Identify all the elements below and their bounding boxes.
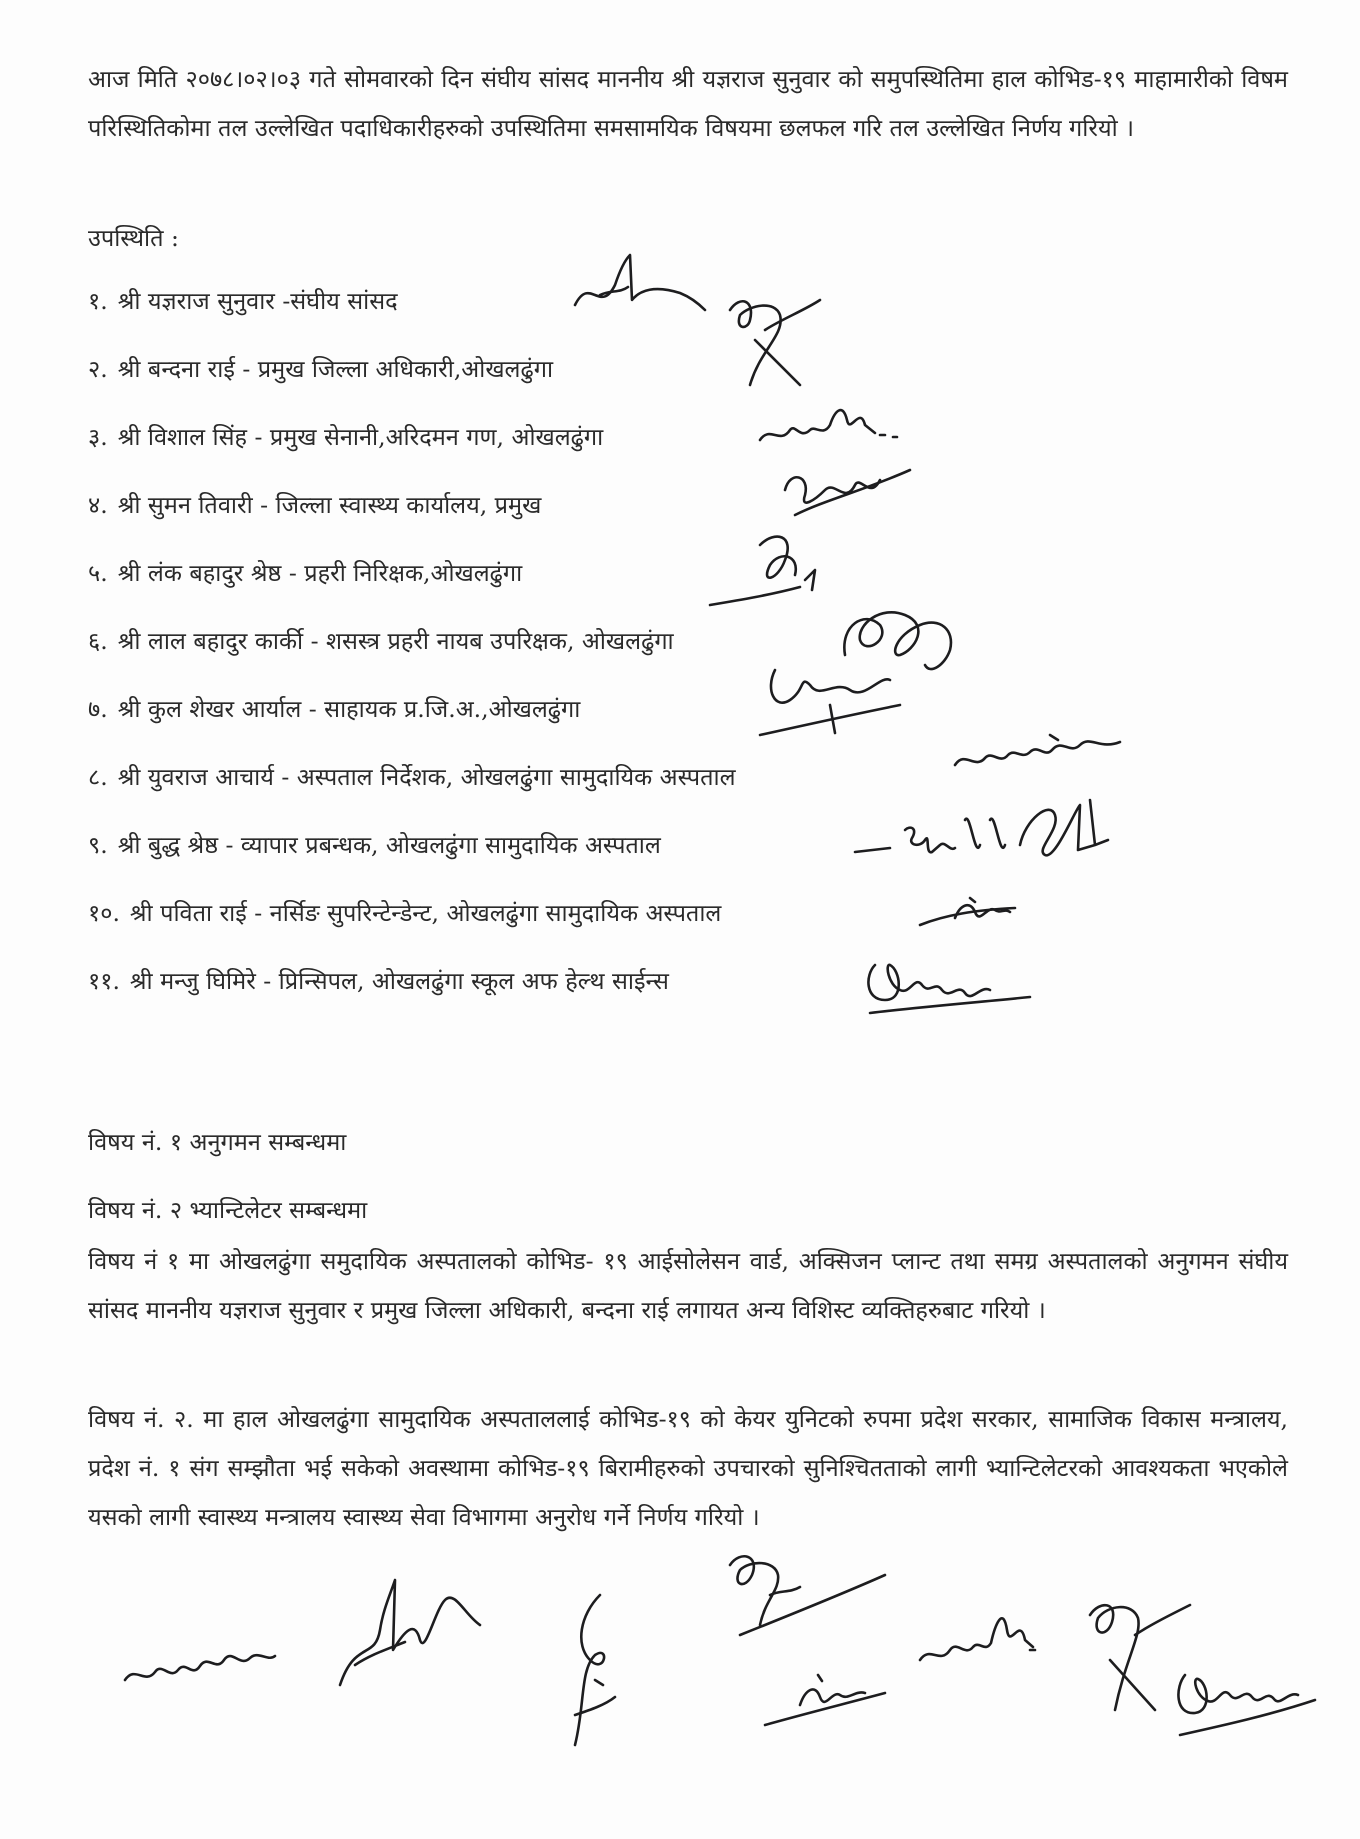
attendee-item <box>88 761 736 793</box>
signature-bottom-4 <box>720 1545 890 1655</box>
attendee-text: श्री कुल शेखर आर्याल - साहायक प्र.जि.अ.,ओखलढुंगा <box>117 695 581 723</box>
attendee-item <box>88 353 553 385</box>
intro-paragraph: आज मिति २०७८।०२।०३ गते सोमवारको दिन संघीय सांसद माननीय श्री यज्ञराज सुनुवार को समुपस्थितिमा हाल कोभिड-१९ माहामारीको विषम परिस्थितिकोमा तल उल्लेखित पदाधिकारीहरुको उपस्थितिमा समसामयिक विषयमा छलफल गरि तल उल्लेखित निर्णय गरियो । <box>88 65 1288 142</box>
signature-1 <box>570 245 710 335</box>
signature-bottom-2 <box>335 1570 485 1700</box>
signature-2 <box>720 290 830 400</box>
attendee-item <box>88 897 721 929</box>
subject-line: विषय नं. २ भ्यान्टिलेटर सम्बन्धमा <box>88 1195 368 1224</box>
attendee-number: २. <box>88 355 108 383</box>
attendee-number: ११. <box>88 967 120 995</box>
attendee-number: ५. <box>88 559 108 587</box>
signature-10 <box>915 890 1025 935</box>
attendee-text: श्री लाल बहादुर कार्की - शसस्त्र प्रहरी नायब उपरिक्षक, ओखलढुंगा <box>117 627 674 655</box>
attendee-number: १. <box>88 287 108 315</box>
attendee-number: ६. <box>88 627 108 655</box>
decision-paragraph: विषय नं. २. मा हाल ओखलढुंगा सामुदायिक अस्पताललाई कोभिड-१९ को केयर युनिटको रुपमा प्रदेश सरकार, सामाजिक विकास मन्त्रालय, प्रदेश नं. १ संग सम्झौता भई सकेको अवस्थामा कोभिड-१९ बिरामीहरुको उपचारको सुनिश्चितताको लागी भ्यान्टिलेटरको आवश्यकता भएकोले यसको लागी स्वास्थ्य मन्त्रालय स्वास्थ्य सेवा विभागमा अनुरोध गर्ने निर्णय गरियो । <box>88 1405 1288 1531</box>
attendee-item <box>88 693 580 725</box>
attendee-number: १०. <box>88 899 120 927</box>
attendee-text: श्री लंक बहादुर श्रेष्ठ - प्रहरी निरिक्षक,ओखलढुंगा <box>117 559 523 587</box>
attendee-number: ४. <box>88 491 108 519</box>
decision-paragraph: विषय नं १ मा ओखलढुंगा समुदायिक अस्पतालको कोभिड- १९ आईसोलेसन वार्ड, अक्सिजन प्लान्ट तथा समग्र अस्पतालको अनुगमन संघीय सांसद माननीय यज्ञराज सुनुवार र प्रमुख जिल्ला अधिकारी, बन्दना राई लगायत अन्य विशिस्ट व्यक्तिहरुबाट गरियो । <box>88 1247 1288 1324</box>
attendee-text: श्री बन्दना राई - प्रमुख जिल्ला अधिकारी,ओखलढुंगा <box>117 355 554 383</box>
attendee-number: ७. <box>88 695 108 723</box>
attendance-heading: उपस्थिति : <box>88 224 179 252</box>
attendee-item <box>88 489 541 521</box>
signature-5 <box>700 525 840 625</box>
signature-bottom-6 <box>915 1585 1045 1685</box>
signature-3 <box>755 395 905 455</box>
attendee-item <box>88 965 669 997</box>
signature-bottom-3 <box>555 1585 635 1755</box>
attendee-item <box>88 625 674 657</box>
attendee-text: श्री युवराज आचार्य - अस्पताल निर्देशक, ओखलढुंगा सामुदायिक अस्पताल <box>117 763 736 791</box>
signature-bottom-5 <box>760 1655 890 1735</box>
attendee-text: श्री विशाल सिंह - प्रमुख सेनानी,अरिदमन गण, ओखलढुंगा <box>117 423 604 451</box>
signature-bottom-1 <box>120 1630 280 1700</box>
attendee-item <box>88 285 398 317</box>
attendee-number: ३. <box>88 423 108 451</box>
attendee-text: श्री बुद्ध श्रेष्ठ - व्यापार प्रबन्धक, ओखलढुंगा सामुदायिक अस्पताल <box>117 831 661 859</box>
subject-line: विषय नं. १ अनुगमन सम्बन्धमा <box>88 1127 347 1156</box>
signature-7 <box>755 655 905 745</box>
attendee-item <box>88 421 603 453</box>
attendee-number: ९. <box>88 831 108 859</box>
signature-8 <box>950 720 1130 780</box>
attendee-text: श्री पविता राई - नर्सिङ सुपरिन्टेन्डेन्ट, ओखलढुंगा सामुदायिक अस्पताल <box>129 899 722 927</box>
attendee-item <box>88 557 522 589</box>
signature-9 <box>850 790 1110 880</box>
attendee-text: श्री यज्ञराज सुनुवार -संघीय सांसद <box>117 287 398 315</box>
attendee-item <box>88 829 661 861</box>
attendee-text: श्री सुमन तिवारी - जिल्ला स्वास्थ्य कार्यालय, प्रमुख <box>117 491 542 519</box>
signature-11 <box>860 945 1040 1025</box>
signature-bottom-8 <box>1170 1655 1320 1745</box>
attendee-number: ८. <box>88 763 108 791</box>
attendee-text: श्री मन्जु घिमिरे - प्रिन्सिपल, ओखलढुंगा स्कूल अफ हेल्थ साईन्स <box>129 967 669 995</box>
